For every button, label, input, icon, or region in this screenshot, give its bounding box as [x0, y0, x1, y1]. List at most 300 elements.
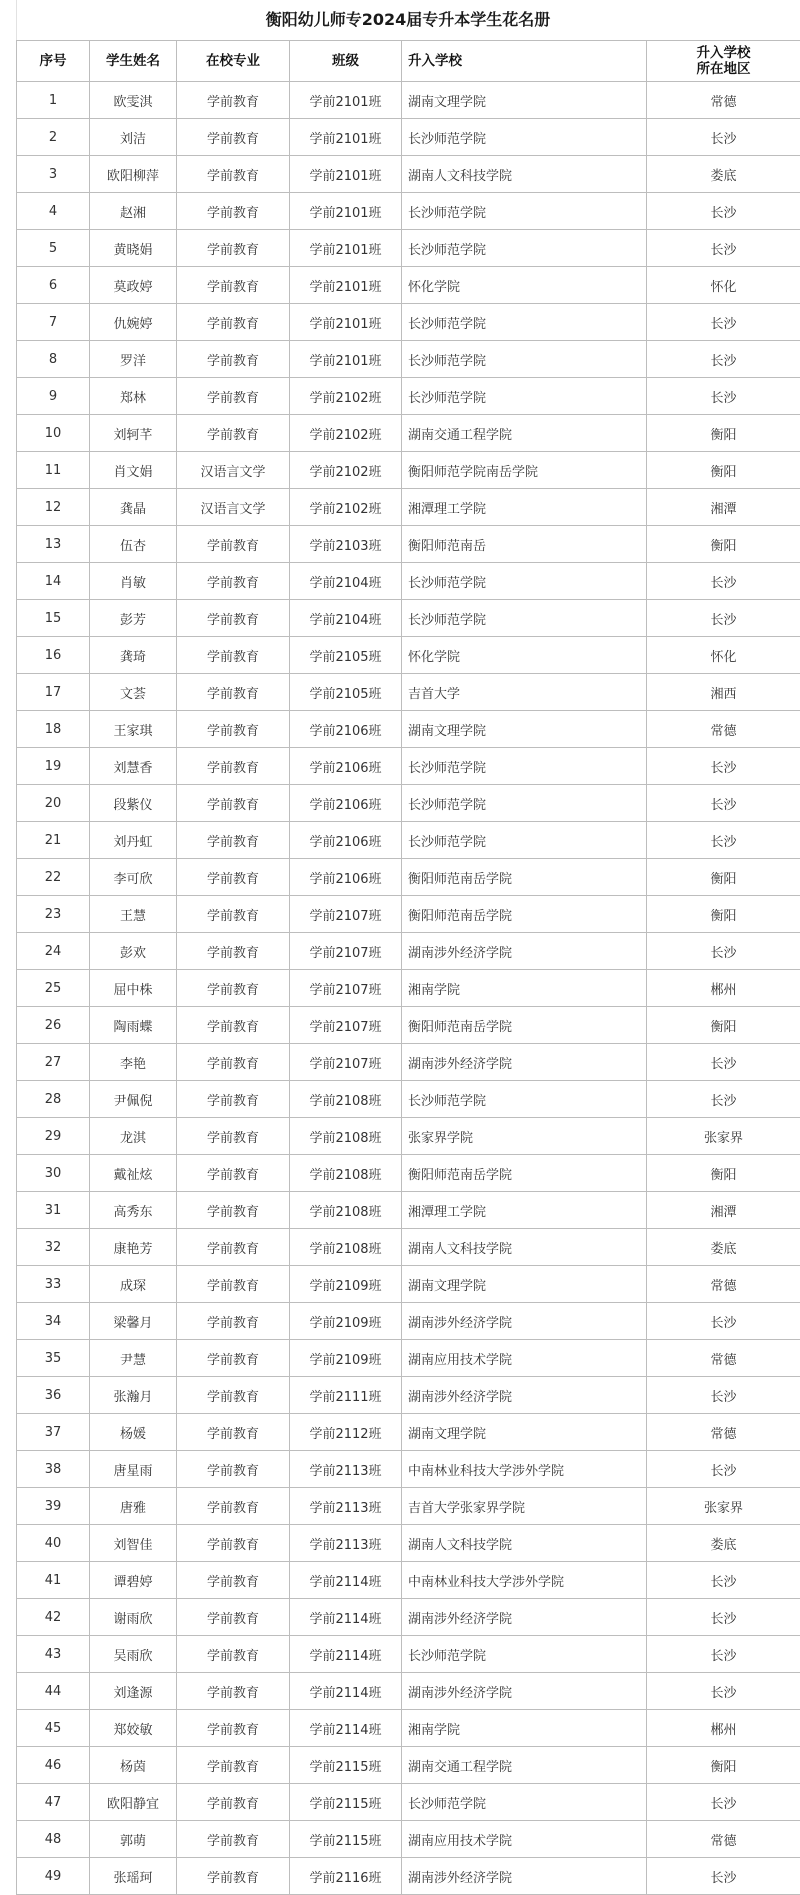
- cell-school: 湖南应用技术学院: [402, 1340, 647, 1377]
- table-row: [17, 1599, 800, 1636]
- row-gutter: [0, 0, 17, 1873]
- cell-school: 衡阳师范南岳学院: [402, 1007, 647, 1044]
- cell-region: 长沙: [647, 341, 800, 378]
- cell-major: 学前教育: [177, 859, 290, 896]
- cell-major: 学前教育: [177, 193, 290, 230]
- cell-school: 湘南学院: [402, 1710, 647, 1747]
- cell-school: 怀化学院: [402, 267, 647, 304]
- cell-region: 娄底: [647, 156, 800, 193]
- cell-major: 学前教育: [177, 896, 290, 933]
- table-row: [17, 1155, 800, 1192]
- cell-class: 学前2115班: [290, 1747, 402, 1784]
- cell-no: 28: [17, 1081, 90, 1118]
- cell-region: 长沙: [647, 1081, 800, 1118]
- cell-no: 40: [17, 1525, 90, 1562]
- cell-school: 长沙师范学院: [402, 193, 647, 230]
- cell-major: 学前教育: [177, 1266, 290, 1303]
- cell-class: 学前2113班: [290, 1525, 402, 1562]
- cell-no: 24: [17, 933, 90, 970]
- cell-region: 长沙: [647, 1636, 800, 1673]
- cell-name: 陶雨蝶: [90, 1007, 177, 1044]
- cell-region: 衡阳: [647, 526, 800, 563]
- table-row: [17, 1821, 800, 1858]
- cell-no: 10: [17, 415, 90, 452]
- cell-class: 学前2107班: [290, 896, 402, 933]
- cell-name: 高秀东: [90, 1192, 177, 1229]
- cell-class: 学前2114班: [290, 1562, 402, 1599]
- cell-major: 学前教育: [177, 1451, 290, 1488]
- table-row: [17, 378, 800, 415]
- cell-class: 学前2106班: [290, 822, 402, 859]
- cell-class: 学前2108班: [290, 1118, 402, 1155]
- header-region-line2: 所在地区: [647, 61, 800, 77]
- cell-no: 35: [17, 1340, 90, 1377]
- cell-major: 学前教育: [177, 1118, 290, 1155]
- cell-region: 长沙: [647, 1784, 800, 1821]
- cell-class: 学前2109班: [290, 1266, 402, 1303]
- cell-region: 长沙: [647, 378, 800, 415]
- table-row: [17, 526, 800, 563]
- cell-region: 长沙: [647, 119, 800, 156]
- cell-class: 学前2108班: [290, 1155, 402, 1192]
- cell-class: 学前2113班: [290, 1451, 402, 1488]
- cell-major: 学前教育: [177, 674, 290, 711]
- cell-region: 常德: [647, 1821, 800, 1858]
- cell-no: 43: [17, 1636, 90, 1673]
- cell-class: 学前2102班: [290, 489, 402, 526]
- cell-major: 学前教育: [177, 526, 290, 563]
- cell-major: 学前教育: [177, 230, 290, 267]
- cell-school: 湘潭理工学院: [402, 489, 647, 526]
- cell-region: 长沙: [647, 933, 800, 970]
- header-row: [17, 41, 800, 82]
- cell-no: 5: [17, 230, 90, 267]
- cell-no: 25: [17, 970, 90, 1007]
- cell-name: 文荟: [90, 674, 177, 711]
- cell-region: 张家界: [647, 1118, 800, 1155]
- cell-name: 吴雨欣: [90, 1636, 177, 1673]
- table-row: [17, 822, 800, 859]
- cell-name: 杨媛: [90, 1414, 177, 1451]
- header-major: 在校专业: [177, 41, 290, 82]
- cell-no: 32: [17, 1229, 90, 1266]
- cell-class: 学前2114班: [290, 1710, 402, 1747]
- cell-class: 学前2104班: [290, 600, 402, 637]
- cell-name: 赵湘: [90, 193, 177, 230]
- cell-class: 学前2111班: [290, 1377, 402, 1414]
- table-row: [17, 933, 800, 970]
- cell-name: 康艳芳: [90, 1229, 177, 1266]
- cell-no: 27: [17, 1044, 90, 1081]
- cell-region: 湘潭: [647, 489, 800, 526]
- table-row: [17, 1858, 800, 1895]
- cell-major: 学前教育: [177, 822, 290, 859]
- cell-major: 学前教育: [177, 1525, 290, 1562]
- cell-region: 衡阳: [647, 1155, 800, 1192]
- cell-class: 学前2109班: [290, 1340, 402, 1377]
- table-row: [17, 1414, 800, 1451]
- cell-name: 郭萌: [90, 1821, 177, 1858]
- cell-major: 学前教育: [177, 1044, 290, 1081]
- cell-class: 学前2101班: [290, 230, 402, 267]
- cell-school: 长沙师范学院: [402, 1636, 647, 1673]
- cell-school: 湖南文理学院: [402, 1414, 647, 1451]
- cell-school: 湖南涉外经济学院: [402, 1044, 647, 1081]
- cell-name: 王家琪: [90, 711, 177, 748]
- cell-name: 欧阳柳萍: [90, 156, 177, 193]
- cell-class: 学前2107班: [290, 933, 402, 970]
- cell-no: 9: [17, 378, 90, 415]
- cell-class: 学前2104班: [290, 563, 402, 600]
- cell-name: 郑林: [90, 378, 177, 415]
- header-class: 班级: [290, 41, 402, 82]
- cell-name: 龚晶: [90, 489, 177, 526]
- cell-school: 长沙师范学院: [402, 378, 647, 415]
- cell-no: 46: [17, 1747, 90, 1784]
- cell-no: 6: [17, 267, 90, 304]
- cell-no: 37: [17, 1414, 90, 1451]
- cell-no: 19: [17, 748, 90, 785]
- cell-region: 长沙: [647, 1858, 800, 1895]
- cell-name: 梁馨月: [90, 1303, 177, 1340]
- cell-no: 8: [17, 341, 90, 378]
- cell-no: 45: [17, 1710, 90, 1747]
- cell-name: 刘逢源: [90, 1673, 177, 1710]
- cell-no: 33: [17, 1266, 90, 1303]
- cell-school: 湖南人文科技学院: [402, 156, 647, 193]
- cell-class: 学前2106班: [290, 859, 402, 896]
- cell-major: 学前教育: [177, 304, 290, 341]
- cell-no: 7: [17, 304, 90, 341]
- cell-school: 长沙师范学院: [402, 563, 647, 600]
- cell-region: 湘西: [647, 674, 800, 711]
- cell-name: 李艳: [90, 1044, 177, 1081]
- cell-region: 长沙: [647, 193, 800, 230]
- cell-school: 湖南涉外经济学院: [402, 933, 647, 970]
- cell-major: 学前教育: [177, 156, 290, 193]
- cell-no: 47: [17, 1784, 90, 1821]
- cell-class: 学前2101班: [290, 119, 402, 156]
- header-school: 升入学校: [402, 41, 647, 82]
- cell-no: 30: [17, 1155, 90, 1192]
- cell-school: 长沙师范学院: [402, 119, 647, 156]
- cell-class: 学前2108班: [290, 1081, 402, 1118]
- cell-major: 学前教育: [177, 1636, 290, 1673]
- cell-class: 学前2107班: [290, 1007, 402, 1044]
- table-row: [17, 267, 800, 304]
- cell-no: 39: [17, 1488, 90, 1525]
- cell-class: 学前2115班: [290, 1821, 402, 1858]
- cell-region: 长沙: [647, 748, 800, 785]
- cell-major: 学前教育: [177, 1414, 290, 1451]
- table-row: [17, 156, 800, 193]
- cell-region: 衡阳: [647, 452, 800, 489]
- cell-region: 长沙: [647, 1377, 800, 1414]
- table-row: [17, 1488, 800, 1525]
- cell-name: 王慧: [90, 896, 177, 933]
- cell-region: 长沙: [647, 1673, 800, 1710]
- cell-major: 学前教育: [177, 748, 290, 785]
- table-row: [17, 304, 800, 341]
- table-row: [17, 748, 800, 785]
- cell-major: 学前教育: [177, 1303, 290, 1340]
- cell-no: 17: [17, 674, 90, 711]
- cell-school: 湘潭理工学院: [402, 1192, 647, 1229]
- cell-school: 张家界学院: [402, 1118, 647, 1155]
- table-row: [17, 1377, 800, 1414]
- cell-school: 吉首大学张家界学院: [402, 1488, 647, 1525]
- cell-school: 衡阳师范学院南岳学院: [402, 452, 647, 489]
- cell-class: 学前2113班: [290, 1488, 402, 1525]
- cell-major: 学前教育: [177, 1747, 290, 1784]
- cell-name: 肖敏: [90, 563, 177, 600]
- cell-school: 长沙师范学院: [402, 304, 647, 341]
- cell-name: 杨茵: [90, 1747, 177, 1784]
- table-row: [17, 1451, 800, 1488]
- cell-no: 26: [17, 1007, 90, 1044]
- cell-school: 湖南人文科技学院: [402, 1229, 647, 1266]
- cell-school: 长沙师范学院: [402, 785, 647, 822]
- cell-no: 14: [17, 563, 90, 600]
- cell-class: 学前2103班: [290, 526, 402, 563]
- cell-school: 长沙师范学院: [402, 600, 647, 637]
- cell-name: 欧阳静宜: [90, 1784, 177, 1821]
- cell-major: 学前教育: [177, 378, 290, 415]
- cell-school: 吉首大学: [402, 674, 647, 711]
- cell-school: 长沙师范学院: [402, 1081, 647, 1118]
- cell-name: 罗洋: [90, 341, 177, 378]
- cell-no: 15: [17, 600, 90, 637]
- cell-school: 湖南文理学院: [402, 82, 647, 119]
- cell-class: 学前2109班: [290, 1303, 402, 1340]
- cell-region: 长沙: [647, 1562, 800, 1599]
- table-row: [17, 785, 800, 822]
- table-row: [17, 1340, 800, 1377]
- table-row: [17, 859, 800, 896]
- cell-major: 学前教育: [177, 1007, 290, 1044]
- cell-region: 怀化: [647, 637, 800, 674]
- cell-name: 屈中株: [90, 970, 177, 1007]
- cell-region: 长沙: [647, 1303, 800, 1340]
- cell-region: 娄底: [647, 1525, 800, 1562]
- cell-region: 郴州: [647, 1710, 800, 1747]
- cell-name: 彭欢: [90, 933, 177, 970]
- cell-region: 张家界: [647, 1488, 800, 1525]
- cell-region: 长沙: [647, 304, 800, 341]
- cell-name: 唐雅: [90, 1488, 177, 1525]
- cell-region: 常德: [647, 1266, 800, 1303]
- cell-major: 学前教育: [177, 1562, 290, 1599]
- cell-name: 彭芳: [90, 600, 177, 637]
- cell-class: 学前2102班: [290, 452, 402, 489]
- table-row: [17, 1673, 800, 1710]
- cell-major: 学前教育: [177, 1340, 290, 1377]
- cell-name: 龚琦: [90, 637, 177, 674]
- cell-major: 学前教育: [177, 1599, 290, 1636]
- cell-no: 22: [17, 859, 90, 896]
- cell-class: 学前2107班: [290, 970, 402, 1007]
- cell-class: 学前2106班: [290, 785, 402, 822]
- cell-major: 学前教育: [177, 637, 290, 674]
- cell-class: 学前2116班: [290, 1858, 402, 1895]
- cell-region: 长沙: [647, 1599, 800, 1636]
- cell-region: 长沙: [647, 600, 800, 637]
- cell-school: 湖南文理学院: [402, 711, 647, 748]
- table-row: [17, 1007, 800, 1044]
- header-region: [647, 41, 800, 82]
- cell-major: 学前教育: [177, 1081, 290, 1118]
- cell-name: 龙淇: [90, 1118, 177, 1155]
- cell-major: 学前教育: [177, 785, 290, 822]
- table-row: [17, 193, 800, 230]
- cell-school: 长沙师范学院: [402, 230, 647, 267]
- cell-class: 学前2114班: [290, 1636, 402, 1673]
- cell-major: 学前教育: [177, 970, 290, 1007]
- table-row: [17, 637, 800, 674]
- cell-name: 欧雯淇: [90, 82, 177, 119]
- table-row: [17, 1636, 800, 1673]
- cell-major: 学前教育: [177, 1784, 290, 1821]
- cell-school: 衡阳师范南岳: [402, 526, 647, 563]
- cell-name: 郑姣敏: [90, 1710, 177, 1747]
- cell-region: 常德: [647, 711, 800, 748]
- cell-region: 衡阳: [647, 1007, 800, 1044]
- table-row: [17, 1525, 800, 1562]
- cell-class: 学前2105班: [290, 674, 402, 711]
- cell-name: 成琛: [90, 1266, 177, 1303]
- table-row: [17, 1784, 800, 1821]
- cell-name: 刘智佳: [90, 1525, 177, 1562]
- cell-region: 娄底: [647, 1229, 800, 1266]
- cell-school: 湘南学院: [402, 970, 647, 1007]
- cell-school: 怀化学院: [402, 637, 647, 674]
- cell-no: 44: [17, 1673, 90, 1710]
- cell-no: 13: [17, 526, 90, 563]
- cell-no: 3: [17, 156, 90, 193]
- cell-school: 衡阳师范南岳学院: [402, 1155, 647, 1192]
- cell-class: 学前2107班: [290, 1044, 402, 1081]
- cell-major: 汉语言文学: [177, 489, 290, 526]
- table-row: [17, 674, 800, 711]
- cell-no: 36: [17, 1377, 90, 1414]
- table-row: [17, 82, 800, 119]
- cell-no: 42: [17, 1599, 90, 1636]
- table-row: [17, 563, 800, 600]
- cell-no: 4: [17, 193, 90, 230]
- cell-name: 黄晓娟: [90, 230, 177, 267]
- cell-region: 郴州: [647, 970, 800, 1007]
- table-row: [17, 1044, 800, 1081]
- cell-major: 学前教育: [177, 1155, 290, 1192]
- cell-no: 41: [17, 1562, 90, 1599]
- cell-class: 学前2112班: [290, 1414, 402, 1451]
- cell-school: 湖南交通工程学院: [402, 415, 647, 452]
- cell-major: 学前教育: [177, 1192, 290, 1229]
- cell-school: 长沙师范学院: [402, 1784, 647, 1821]
- cell-major: 学前教育: [177, 82, 290, 119]
- sheet-title: 衡阳幼儿师专2024届专升本学生花名册: [16, 0, 800, 41]
- cell-region: 长沙: [647, 230, 800, 267]
- cell-no: 49: [17, 1858, 90, 1895]
- cell-school: 湖南交通工程学院: [402, 1747, 647, 1784]
- cell-major: 学前教育: [177, 119, 290, 156]
- cell-region: 怀化: [647, 267, 800, 304]
- cell-school: 衡阳师范南岳学院: [402, 896, 647, 933]
- cell-major: 汉语言文学: [177, 452, 290, 489]
- cell-name: 李可欣: [90, 859, 177, 896]
- cell-class: 学前2101班: [290, 267, 402, 304]
- cell-no: 29: [17, 1118, 90, 1155]
- cell-major: 学前教育: [177, 711, 290, 748]
- cell-no: 21: [17, 822, 90, 859]
- cell-class: 学前2114班: [290, 1673, 402, 1710]
- table-row: [17, 1710, 800, 1747]
- table-row: [17, 1303, 800, 1340]
- cell-region: 衡阳: [647, 1747, 800, 1784]
- table-row: [17, 489, 800, 526]
- cell-no: 20: [17, 785, 90, 822]
- table-row: [17, 341, 800, 378]
- header-no: 序号: [17, 41, 90, 82]
- cell-class: 学前2106班: [290, 748, 402, 785]
- cell-major: 学前教育: [177, 1858, 290, 1895]
- cell-school: 湖南文理学院: [402, 1266, 647, 1303]
- table-row: [17, 119, 800, 156]
- cell-name: 肖文娟: [90, 452, 177, 489]
- table-row: [17, 1266, 800, 1303]
- cell-region: 常德: [647, 82, 800, 119]
- cell-region: 长沙: [647, 822, 800, 859]
- cell-school: 长沙师范学院: [402, 822, 647, 859]
- cell-name: 刘慧香: [90, 748, 177, 785]
- table-row: [17, 1118, 800, 1155]
- cell-no: 11: [17, 452, 90, 489]
- cell-region: 长沙: [647, 1044, 800, 1081]
- table-row: [17, 1081, 800, 1118]
- cell-major: 学前教育: [177, 1821, 290, 1858]
- cell-region: 常德: [647, 1414, 800, 1451]
- cell-no: 1: [17, 82, 90, 119]
- cell-class: 学前2101班: [290, 304, 402, 341]
- cell-name: 尹慧: [90, 1340, 177, 1377]
- cell-school: 湖南涉外经济学院: [402, 1377, 647, 1414]
- cell-major: 学前教育: [177, 1488, 290, 1525]
- cell-region: 衡阳: [647, 859, 800, 896]
- cell-no: 23: [17, 896, 90, 933]
- cell-name: 伍杏: [90, 526, 177, 563]
- cell-major: 学前教育: [177, 563, 290, 600]
- cell-school: 长沙师范学院: [402, 341, 647, 378]
- cell-class: 学前2102班: [290, 378, 402, 415]
- cell-region: 常德: [647, 1340, 800, 1377]
- table-row: [17, 600, 800, 637]
- cell-school: 湖南涉外经济学院: [402, 1303, 647, 1340]
- header-name: 学生姓名: [90, 41, 177, 82]
- cell-class: 学前2108班: [290, 1229, 402, 1266]
- cell-region: 衡阳: [647, 415, 800, 452]
- cell-name: 谭碧婷: [90, 1562, 177, 1599]
- table-row: [17, 711, 800, 748]
- table-row: [17, 1192, 800, 1229]
- cell-major: 学前教育: [177, 267, 290, 304]
- cell-class: 学前2108班: [290, 1192, 402, 1229]
- header-region-line1: 升入学校: [647, 45, 800, 61]
- cell-no: 34: [17, 1303, 90, 1340]
- table-row: [17, 452, 800, 489]
- cell-no: 2: [17, 119, 90, 156]
- cell-no: 16: [17, 637, 90, 674]
- cell-no: 48: [17, 1821, 90, 1858]
